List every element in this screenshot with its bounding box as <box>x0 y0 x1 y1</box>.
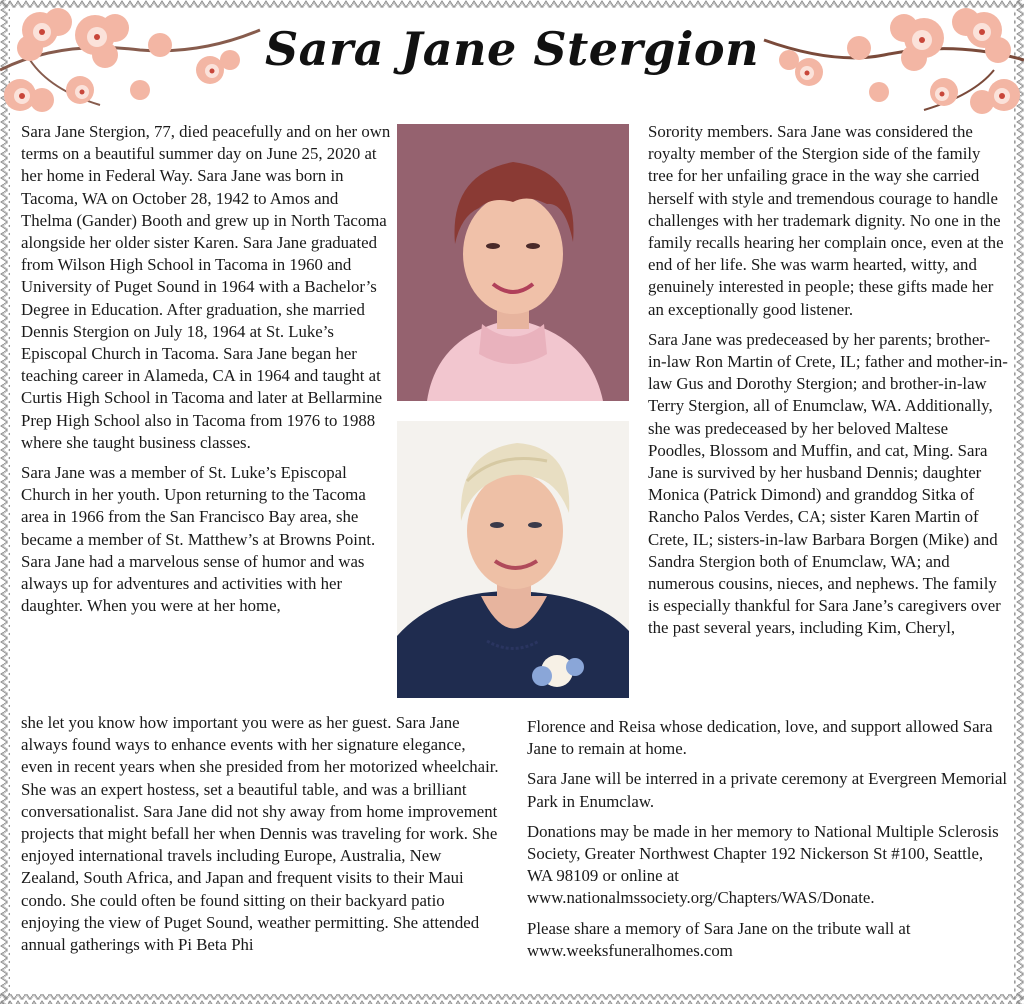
right-column <box>648 121 1008 648</box>
portrait-photo-recent <box>397 421 629 698</box>
paragraph-biography: Sara Jane Stergion, 77, died peacefully and on her own terms on a beautiful summer day on June 25, 2020 at her home in Federal Way. Sara Jane was born in Tacoma, WA on October 28, 1942 to Amos and Thelma (Gander) Booth and grew up in North Tacoma alongside her older sister Karen. Sara Jane graduated from Wilson High School in Tacoma in 1960 and University of Puget Sound in 1964 with a Bachelor’s Degree in Education. After graduation, she married Dennis Stergion on July 18, 1964 at St. Luke’s Episcopal Church in Tacoma. Sara Jane began her teaching career in Alameda, CA in 1964 and taught at Curtis High School in Tacoma and later at Bellarmine Prep High School also in Tacoma from 1976 to 1988 where she taught business classes. <box>21 122 391 452</box>
obituary-title: Sara Jane Stergion <box>264 22 760 76</box>
paragraph-church-life: Sara Jane was a member of St. Luke’s Episcopal Church in her youth. Upon returning to the Tacoma area in 1966 from the San Francisco Bay area, she became a member of St. Matthew’s at Browns Point. Sara Jane had a marvelous sense of humor and was always up for adventures and activities with her daughter. When you were at her home, <box>21 463 376 616</box>
left-column-continuation <box>21 712 501 964</box>
paragraph-church-life-continued: she let you know how important you were as her guest. Sara Jane always found ways to enhance events with her signature elegance, even in recent years when she presided from her motorized wheelchair. She was an expert hostess, set a beautiful table, and was a brilliant conversationalist. Sara Jane did not shy away from home improvement projects that might befall her when Dennis was traveling for work. She enjoyed international travels including Europe, Australia, New Zealand, South Africa, and Japan and frequent visits to their Maui condo. She could often be found sitting on their backyard patio enjoying the view of Puget Sound, weather permitting. She attended annual gatherings with Pi Beta Phi <box>21 713 499 955</box>
paragraph-family-continued: Florence and Reisa whose dedication, love, and support allowed Sara Jane to remain at home. <box>527 717 993 759</box>
paragraph-family: Sara Jane was predeceased by her parents; brother-in-law Ron Martin of Crete, IL; father and mother-in-law Gus and Dorothy Stergion; and brother-in-law Terry Stergion, all of Enumclaw, WA. Additionally, she was predeceased by her beloved Maltese Poodles, Blossom and Muffin, and cat, Ming. Sara Jane is survived by her husband Dennis; daughter Monica (Patrick Dimond) and granddog Sitka of Rancho Palos Verdes, CA; sister Karen Martin of Crete, IL; sisters-in-law Barbara Borgen (Mike) and Sandra Stergion both of Enumclaw, WA; and numerous cousins, nieces, and nephews. The family is especially thankful for Sara Jane’s caregivers over the past several years, including Kim, Cheryl, <box>648 329 1008 638</box>
paragraph-interment: Sara Jane will be interred in a private ceremony at Evergreen Memorial Park in Enumclaw. <box>527 769 1008 811</box>
paragraph-donations: Donations may be made in her memory to National Multiple Sclerosis Society, Greater Northwest Chapter 192 Nickerson St #100, Seattle, WA 98109 or online at www.nationalmssociety.org/Chapters/WAS/Donate. <box>527 821 999 908</box>
paragraph-character: Sorority members. Sara Jane was considered the royalty member of the Stergion side of the family tree for her unfailing grace in the way she carried herself with style and tremendous courage to handle challenges with her trademark dignity. No one in the family recalls hearing her complain once, even at the end of her life. She was warm hearted, witty, and genuinely interested in people; these gifts made her an exceptionally good listener. <box>648 122 1004 319</box>
right-column-continuation <box>527 716 1012 970</box>
portrait-photo-young <box>397 124 629 401</box>
left-column <box>21 121 393 625</box>
paragraph-tribute-wall: Please share a memory of Sara Jane on the tribute wall at www.weeksfuneralhomes.com <box>527 918 911 960</box>
